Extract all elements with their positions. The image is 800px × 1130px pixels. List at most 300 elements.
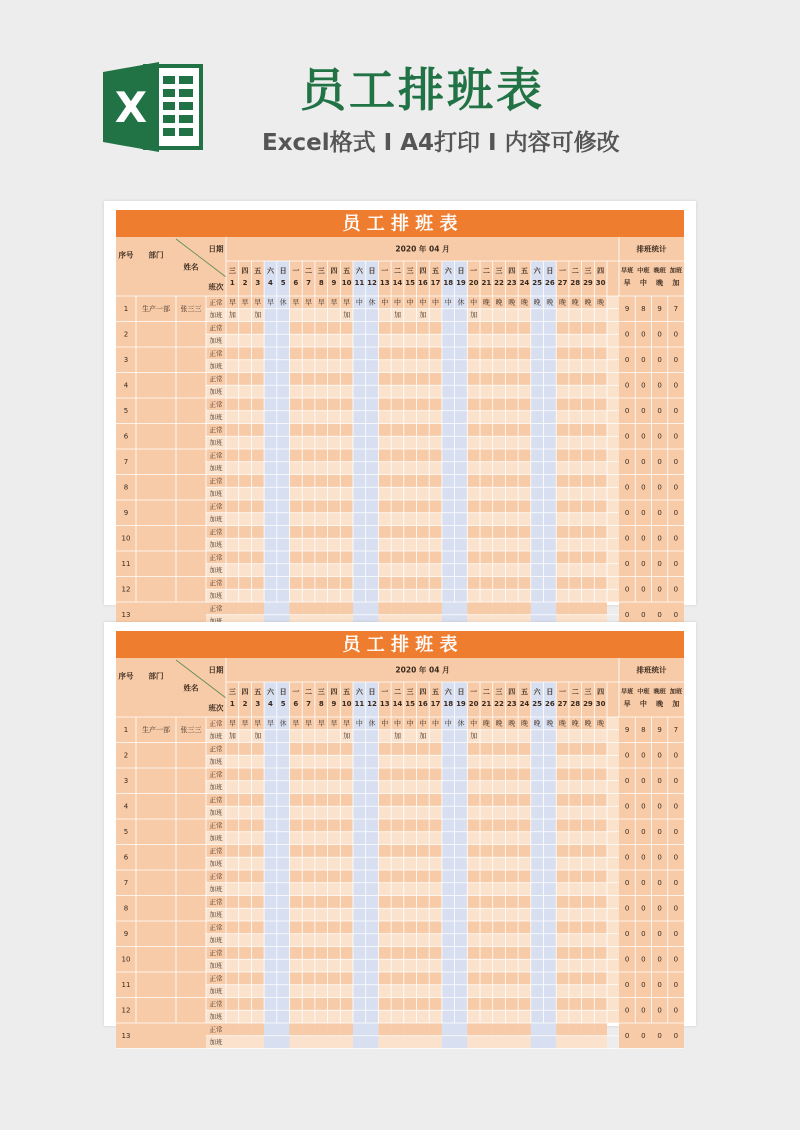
schedule-cell	[455, 436, 468, 449]
schedule-cell	[556, 832, 569, 845]
schedule-cell	[429, 424, 442, 437]
schedule-cell	[594, 1010, 607, 1023]
schedule-cell	[378, 857, 391, 870]
schedule-cell	[315, 360, 328, 373]
schedule-cell	[518, 475, 531, 488]
schedule-cell	[417, 538, 430, 551]
schedule-cell	[493, 743, 506, 756]
schedule-cell	[251, 947, 264, 960]
schedule-cell	[366, 934, 379, 947]
day-number-label: 23	[506, 279, 517, 287]
schedule-cell	[366, 475, 379, 488]
schedule-value: 加	[419, 732, 427, 741]
schedule-cell	[328, 347, 341, 360]
schedule-cell	[328, 538, 341, 551]
schedule-cell	[391, 857, 404, 870]
schedule-cell	[531, 768, 544, 781]
schedule-cell	[277, 322, 290, 335]
schedule-cell	[328, 309, 341, 322]
schedule-cell	[239, 462, 252, 475]
schedule-cell	[417, 487, 430, 500]
schedule-cell	[417, 883, 430, 896]
schedule-value: 加	[393, 311, 401, 320]
schedule-cell	[531, 538, 544, 551]
schedule-cell	[556, 334, 569, 347]
schedule-cell	[366, 832, 379, 845]
schedule-cell	[455, 487, 468, 500]
row-seq: 9	[123, 929, 129, 938]
stat-value: 0	[624, 610, 630, 619]
schedule-cell	[302, 794, 315, 807]
day-number-label: 28	[570, 700, 581, 708]
schedule-cell	[404, 794, 417, 807]
schedule-cell	[531, 947, 544, 960]
schedule-cell	[429, 398, 442, 411]
schedule-cell	[544, 1023, 557, 1036]
schedule-cell	[378, 462, 391, 475]
schedule-cell	[569, 577, 582, 590]
schedule-cell	[467, 896, 480, 909]
schedule-cell	[328, 896, 341, 909]
schedule-cell	[531, 1036, 544, 1049]
schedule-cell	[569, 360, 582, 373]
stat-value: 0	[624, 585, 630, 594]
weekday-label: 三	[406, 267, 414, 275]
schedule-cell	[328, 487, 341, 500]
weekday-label: 六	[444, 688, 452, 696]
schedule-cell	[505, 551, 518, 564]
schedule-cell	[493, 589, 506, 602]
schedule-cell	[340, 870, 353, 883]
shift-type-label: 加班	[209, 1012, 223, 1021]
schedule-cell	[290, 398, 303, 411]
schedule-cell	[556, 551, 569, 564]
schedule-value: 加	[419, 311, 427, 320]
schedule-cell	[582, 896, 595, 909]
stat-value: 0	[673, 610, 679, 619]
schedule-cell	[391, 743, 404, 756]
schedule-cell	[569, 908, 582, 921]
column-header-date: 日期	[208, 665, 224, 675]
schedule-cell	[226, 538, 239, 551]
schedule-cell	[315, 373, 328, 386]
schedule-cell	[429, 373, 442, 386]
schedule-cell	[556, 1036, 569, 1049]
row-seq: 7	[123, 878, 129, 887]
schedule-cell	[544, 577, 557, 590]
schedule-cell	[404, 500, 417, 513]
weekday-label: 四	[241, 688, 249, 696]
schedule-cell	[544, 424, 557, 437]
schedule-cell	[544, 309, 557, 322]
row-left-block	[116, 819, 206, 845]
schedule-cell	[277, 921, 290, 934]
schedule-cell	[366, 589, 379, 602]
schedule-cell	[391, 398, 404, 411]
schedule-cell	[594, 589, 607, 602]
schedule-cell	[366, 602, 379, 615]
schedule-cell	[544, 870, 557, 883]
shift-type-label: 正常	[209, 719, 223, 728]
schedule-cell	[277, 334, 290, 347]
schedule-cell	[429, 959, 442, 972]
schedule-cell	[582, 475, 595, 488]
schedule-cell	[569, 385, 582, 398]
schedule-cell	[328, 385, 341, 398]
schedule-cell	[544, 845, 557, 858]
schedule-cell	[315, 411, 328, 424]
schedule-cell	[264, 334, 277, 347]
schedule-cell	[264, 985, 277, 998]
shift-type-label: 加班	[209, 732, 223, 741]
weekday-label: 一	[470, 267, 478, 275]
schedule-cell	[226, 577, 239, 590]
schedule-cell	[467, 832, 480, 845]
schedule-cell	[505, 870, 518, 883]
excel-logo-icon	[103, 62, 203, 152]
schedule-cell	[480, 857, 493, 870]
schedule-cell	[340, 819, 353, 832]
schedule-cell	[544, 322, 557, 335]
schedule-cell	[582, 768, 595, 781]
schedule-cell	[531, 602, 544, 615]
schedule-cell	[353, 972, 366, 985]
schedule-cell	[328, 730, 341, 743]
column-header-seq: 序号	[118, 250, 134, 260]
schedule-cell	[239, 883, 252, 896]
schedule-cell	[531, 921, 544, 934]
schedule-cell	[277, 602, 290, 615]
schedule-cell	[442, 947, 455, 960]
schedule-cell	[594, 972, 607, 985]
row-left-block	[116, 794, 206, 820]
schedule-cell	[467, 334, 480, 347]
schedule-cell	[302, 551, 315, 564]
stat-value: 0	[673, 508, 679, 517]
schedule-cell	[328, 819, 341, 832]
schedule-cell	[544, 832, 557, 845]
schedule-cell	[493, 411, 506, 424]
schedule-cell	[455, 347, 468, 360]
schedule-cell	[442, 972, 455, 985]
schedule-cell	[480, 819, 493, 832]
schedule-cell	[366, 513, 379, 526]
schedule-cell	[531, 870, 544, 883]
schedule-value: 早	[305, 719, 313, 728]
schedule-cell	[239, 806, 252, 819]
schedule-cell	[480, 577, 493, 590]
stat-value: 0	[673, 330, 679, 339]
schedule-cell	[251, 857, 264, 870]
schedule-cell	[467, 322, 480, 335]
weekday-label: 三	[495, 267, 503, 275]
shift-type-label: 正常	[209, 578, 223, 587]
schedule-value: 晚	[546, 298, 554, 307]
row-left-block	[116, 347, 206, 373]
schedule-cell	[404, 985, 417, 998]
schedule-cell	[518, 985, 531, 998]
schedule-cell	[315, 589, 328, 602]
sheet-title: 员 工 排 班 表	[342, 634, 458, 656]
stat-value: 8	[641, 304, 646, 313]
schedule-cell	[340, 1036, 353, 1049]
stat-value: 0	[641, 751, 646, 760]
schedule-cell	[378, 743, 391, 756]
schedule-cell	[493, 832, 506, 845]
schedule-cell	[493, 1036, 506, 1049]
schedule-cell	[315, 934, 328, 947]
schedule-cell	[353, 768, 366, 781]
schedule-cell	[302, 743, 315, 756]
schedule-cell	[480, 896, 493, 909]
schedule-cell	[429, 908, 442, 921]
schedule-cell	[442, 564, 455, 577]
schedule-cell	[429, 334, 442, 347]
day-number-label: 17	[430, 700, 441, 708]
schedule-cell	[404, 857, 417, 870]
schedule-cell	[518, 602, 531, 615]
schedule-cell	[531, 794, 544, 807]
schedule-cell	[264, 526, 277, 539]
schedule-cell	[442, 411, 455, 424]
schedule-value: 早	[228, 298, 236, 307]
schedule-cell	[493, 806, 506, 819]
schedule-cell	[353, 475, 366, 488]
schedule-cell	[391, 947, 404, 960]
schedule-cell	[455, 360, 468, 373]
schedule-cell	[404, 334, 417, 347]
schedule-cell	[226, 411, 239, 424]
schedule-cell	[505, 1010, 518, 1023]
schedule-cell	[302, 921, 315, 934]
schedule-cell	[251, 896, 264, 909]
stat-value: 0	[657, 483, 662, 492]
schedule-value: 晚	[520, 298, 528, 307]
schedule-cell	[531, 513, 544, 526]
schedule-cell	[417, 921, 430, 934]
schedule-cell	[302, 896, 315, 909]
schedule-cell	[239, 538, 252, 551]
stat-value: 8	[641, 725, 646, 734]
schedule-cell	[467, 551, 480, 564]
schedule-cell	[353, 1036, 366, 1049]
schedule-cell	[404, 845, 417, 858]
schedule-cell	[582, 411, 595, 424]
schedule-cell	[391, 373, 404, 386]
schedule-cell	[290, 564, 303, 577]
schedule-cell	[442, 921, 455, 934]
schedule-cell	[569, 487, 582, 500]
sheet-title: 员 工 排 班 表	[342, 213, 458, 235]
stat-value: 0	[673, 483, 679, 492]
stat-value: 0	[657, 904, 662, 913]
schedule-cell	[251, 360, 264, 373]
schedule-cell	[315, 845, 328, 858]
stat-value: 0	[624, 355, 630, 364]
schedule-cell	[569, 947, 582, 960]
schedule-cell	[239, 551, 252, 564]
row-seq: 12	[121, 585, 131, 594]
schedule-cell	[531, 577, 544, 590]
schedule-cell	[340, 755, 353, 768]
schedule-cell	[582, 360, 595, 373]
schedule-cell	[582, 806, 595, 819]
schedule-cell	[493, 500, 506, 513]
schedule-cell	[404, 1023, 417, 1036]
schedule-cell	[429, 589, 442, 602]
schedule-cell	[518, 908, 531, 921]
schedule-cell	[251, 1023, 264, 1036]
schedule-cell	[569, 334, 582, 347]
schedule-cell	[455, 309, 468, 322]
schedule-cell	[442, 398, 455, 411]
stat-value: 0	[641, 1006, 646, 1015]
schedule-cell	[264, 768, 277, 781]
schedule-cell	[594, 921, 607, 934]
schedule-cell	[315, 794, 328, 807]
schedule-cell	[429, 513, 442, 526]
row-left-block	[116, 768, 206, 794]
schedule-cell	[378, 998, 391, 1011]
schedule-cell	[290, 449, 303, 462]
schedule-cell	[226, 870, 239, 883]
schedule-cell	[277, 424, 290, 437]
stat-value: 7	[673, 304, 679, 313]
schedule-cell	[544, 857, 557, 870]
schedule-value: 加	[343, 311, 351, 320]
schedule-cell	[264, 309, 277, 322]
schedule-cell	[518, 500, 531, 513]
schedule-value: 早	[228, 719, 236, 728]
schedule-value: 晚	[571, 719, 579, 728]
schedule-cell	[442, 883, 455, 896]
schedule-cell	[264, 1023, 277, 1036]
schedule-value: 中	[355, 298, 363, 307]
schedule-cell	[315, 730, 328, 743]
stat-value: 0	[657, 827, 662, 836]
row-left-block	[116, 845, 206, 871]
stat-value: 9	[624, 725, 630, 734]
schedule-cell	[480, 947, 493, 960]
schedule-table	[116, 210, 684, 619]
schedule-cell	[544, 551, 557, 564]
schedule-cell	[404, 755, 417, 768]
schedule-cell	[556, 564, 569, 577]
day-number-label: 30	[595, 279, 606, 287]
stat-value: 0	[673, 534, 679, 543]
schedule-cell	[328, 462, 341, 475]
schedule-value: 早	[254, 719, 262, 728]
schedule-cell	[594, 806, 607, 819]
shift-type-label: 加班	[209, 808, 223, 817]
schedule-cell	[480, 487, 493, 500]
schedule-cell	[493, 475, 506, 488]
schedule-cell	[594, 896, 607, 909]
schedule-cell	[594, 322, 607, 335]
schedule-cell	[582, 449, 595, 462]
shift-type-label: 正常	[209, 502, 223, 511]
row-seq: 2	[123, 330, 129, 339]
stat-value: 0	[657, 457, 662, 466]
schedule-cell	[340, 743, 353, 756]
schedule-cell	[251, 526, 264, 539]
stat-value: 0	[657, 534, 662, 543]
schedule-cell	[531, 730, 544, 743]
schedule-cell	[264, 577, 277, 590]
schedule-cell	[493, 322, 506, 335]
schedule-cell	[493, 385, 506, 398]
schedule-cell	[239, 577, 252, 590]
schedule-cell	[315, 449, 328, 462]
schedule-cell	[315, 819, 328, 832]
day-number-label: 5	[280, 279, 286, 287]
schedule-cell	[594, 373, 607, 386]
schedule-cell	[391, 462, 404, 475]
schedule-cell	[391, 781, 404, 794]
stat-value: 0	[641, 955, 646, 964]
schedule-cell	[467, 436, 480, 449]
schedule-cell	[429, 730, 442, 743]
schedule-cell	[404, 781, 417, 794]
schedule-cell	[429, 449, 442, 462]
weekday-label: 日	[546, 688, 554, 696]
schedule-cell	[264, 870, 277, 883]
schedule-cell	[315, 487, 328, 500]
stat-value: 0	[641, 878, 646, 887]
schedule-cell	[226, 743, 239, 756]
schedule-cell	[442, 526, 455, 539]
schedule-cell	[429, 883, 442, 896]
schedule-cell	[378, 972, 391, 985]
schedule-cell	[467, 857, 480, 870]
schedule-cell	[556, 959, 569, 972]
schedule-cell	[277, 1010, 290, 1023]
schedule-cell	[442, 819, 455, 832]
schedule-value: 早	[292, 719, 300, 728]
schedule-cell	[467, 768, 480, 781]
schedule-cell	[353, 334, 366, 347]
schedule-value: 晚	[559, 719, 567, 728]
schedule-cell	[239, 794, 252, 807]
schedule-cell	[302, 411, 315, 424]
stats-short-label: 中	[639, 279, 647, 287]
schedule-cell	[569, 870, 582, 883]
schedule-cell	[594, 755, 607, 768]
row-left-block	[116, 449, 206, 475]
weekday-label: 一	[470, 688, 478, 696]
schedule-cell	[505, 385, 518, 398]
schedule-cell	[226, 768, 239, 781]
schedule-cell	[251, 1036, 264, 1049]
schedule-cell	[251, 538, 264, 551]
day-number-label: 9	[331, 700, 337, 708]
schedule-cell	[277, 436, 290, 449]
schedule-cell	[290, 768, 303, 781]
schedule-value: 加	[254, 311, 262, 320]
schedule-cell	[556, 730, 569, 743]
schedule-cell	[505, 1036, 518, 1049]
schedule-value: 加	[470, 311, 478, 320]
schedule-cell	[302, 436, 315, 449]
schedule-cell	[290, 551, 303, 564]
schedule-cell	[582, 385, 595, 398]
schedule-cell	[277, 857, 290, 870]
schedule-cell	[455, 462, 468, 475]
schedule-cell	[239, 322, 252, 335]
schedule-cell	[582, 819, 595, 832]
schedule-cell	[378, 1036, 391, 1049]
shift-type-label: 加班	[209, 757, 223, 766]
